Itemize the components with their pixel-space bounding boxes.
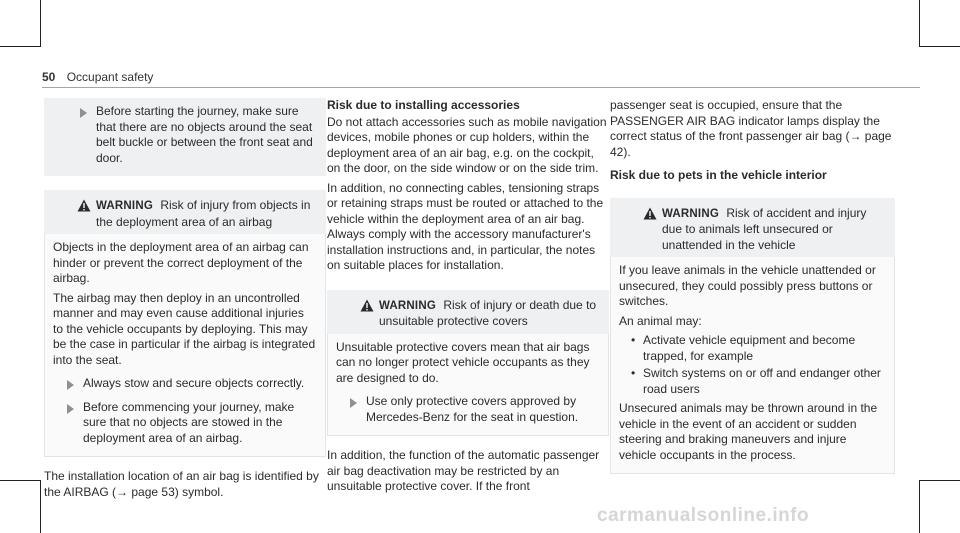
tip-box (44, 98, 326, 176)
crop-mark (919, 46, 960, 47)
warning-paragraph: An animal may: (619, 313, 702, 328)
warning-paragraph: The airbag may then deploy in an uncontrolled manner and may even cause additional injuries to the vehicle occupants by deploying. This may be the case in particular if the airbag is integrated into the seat. (53, 290, 316, 367)
header-divider (42, 87, 920, 88)
body-paragraph: In addition, no connecting cables, tensioning straps or retaining straps must be routed or attached to the vehicle within the deployment area of an air bag. Always comply with the accessory manufacturer's installation instructions and, in particular, the notes on suitable places for installation. (327, 180, 604, 272)
warning-box (44, 190, 326, 457)
warning-title: Risk of injury or death due to unsuitable protective covers (379, 297, 597, 328)
warning-label: WARNING (662, 207, 719, 220)
warning-body (327, 334, 609, 437)
body-paragraph: Do not attach accessories such as mobile navigation devices, mobile phones or cup holders, within the deployment area of an air bag, e.g. on the cockpit, on the door, on the side window or on the side trim. (327, 114, 607, 175)
list-item: • Activate vehicle equipment and become trapped, for example (631, 333, 886, 364)
crop-mark (0, 480, 41, 481)
list-item: • Switch systems on or off and endanger other road users (631, 366, 886, 397)
warning-paragraph: Objects in the deployment area of an airbag can hinder or prevent the correct deployment of the airbag. (53, 240, 309, 285)
warning-paragraph: Unsecured animals may be thrown around in the vehicle in the event of an accident or sudden steering and braking maneuvers and injure vehicle occupants in the process. (619, 401, 878, 462)
warning-label: WARNING (379, 299, 436, 312)
section-heading: Risk due to installing accessories (327, 98, 520, 112)
arrow-icon (80, 108, 87, 118)
crop-mark (919, 0, 920, 47)
warning-body (44, 234, 326, 457)
column-2 (327, 98, 609, 499)
column-3 (610, 98, 895, 474)
warning-title: Risk of accident and injury due to animals left unsecured or unattended in the vehicle (662, 205, 867, 252)
column-1 (44, 98, 326, 504)
warning-triangle-icon (643, 207, 657, 220)
body-paragraph: In addition, the function of the automatic passenger air bag deactivation may be restricted by an unsuitable protective cover. If the front (327, 448, 600, 493)
warning-triangle-icon (77, 199, 91, 212)
warning-header (610, 198, 895, 258)
watermark: carmanualsonline.info (597, 505, 810, 526)
body-paragraph: The installation location of an air bag is identified by the AIRBAG (→ page 53) symbol. (44, 469, 319, 499)
tip-item (53, 396, 317, 451)
warning-triangle-icon (360, 299, 374, 312)
tip-text: Always stow and secure objects correctly. (83, 376, 305, 390)
tip-text: Use only protective covers approved by Mercedes-Benz for the seat in question. (366, 394, 579, 424)
warning-label: WARNING (96, 200, 153, 212)
section-title: Occupant safety (66, 70, 154, 84)
warning-body (610, 257, 895, 474)
section-heading: Risk due to pets in the vehicle interior (610, 168, 827, 182)
tip-item (53, 372, 317, 396)
warning-paragraph: If you leave animals in the vehicle unattended or unsecured, they could possibly press buttons or switches. (619, 263, 876, 308)
crop-mark (0, 46, 41, 47)
arrow-icon (67, 404, 74, 414)
crop-mark (40, 0, 41, 47)
warning-paragraph: Unsuitable protective covers mean that air bags can no longer protect vehicle occupants as they are designed to do. (336, 339, 590, 385)
tip-text: Before commencing your journey, make sure that no objects are stowed in the deployment area of an airbag. (83, 399, 295, 445)
warning-header (44, 190, 326, 234)
warning-box (610, 198, 895, 475)
page-header (42, 70, 153, 84)
crop-mark (919, 480, 960, 481)
crop-mark (919, 480, 920, 533)
bullet-list (619, 333, 886, 397)
warning-header (327, 290, 609, 334)
page-number: 50 (42, 70, 56, 84)
crop-mark (40, 480, 41, 533)
tip-item (336, 390, 600, 429)
arrow-icon (350, 398, 357, 408)
arrow-icon (67, 380, 74, 390)
warning-title: Risk of injury from objects in the deployment area of an airbag (96, 198, 311, 229)
tip-text: Before starting the journey, make sure that there are no objects around the seat belt buckle or between the front seat and door. (96, 104, 313, 165)
body-paragraph: passenger seat is occupied, ensure that the PASSENGER AIR BAG indicator lamps display the correct status of the front passenger air bag (→ page 42). (610, 98, 892, 159)
warning-box (327, 290, 609, 437)
